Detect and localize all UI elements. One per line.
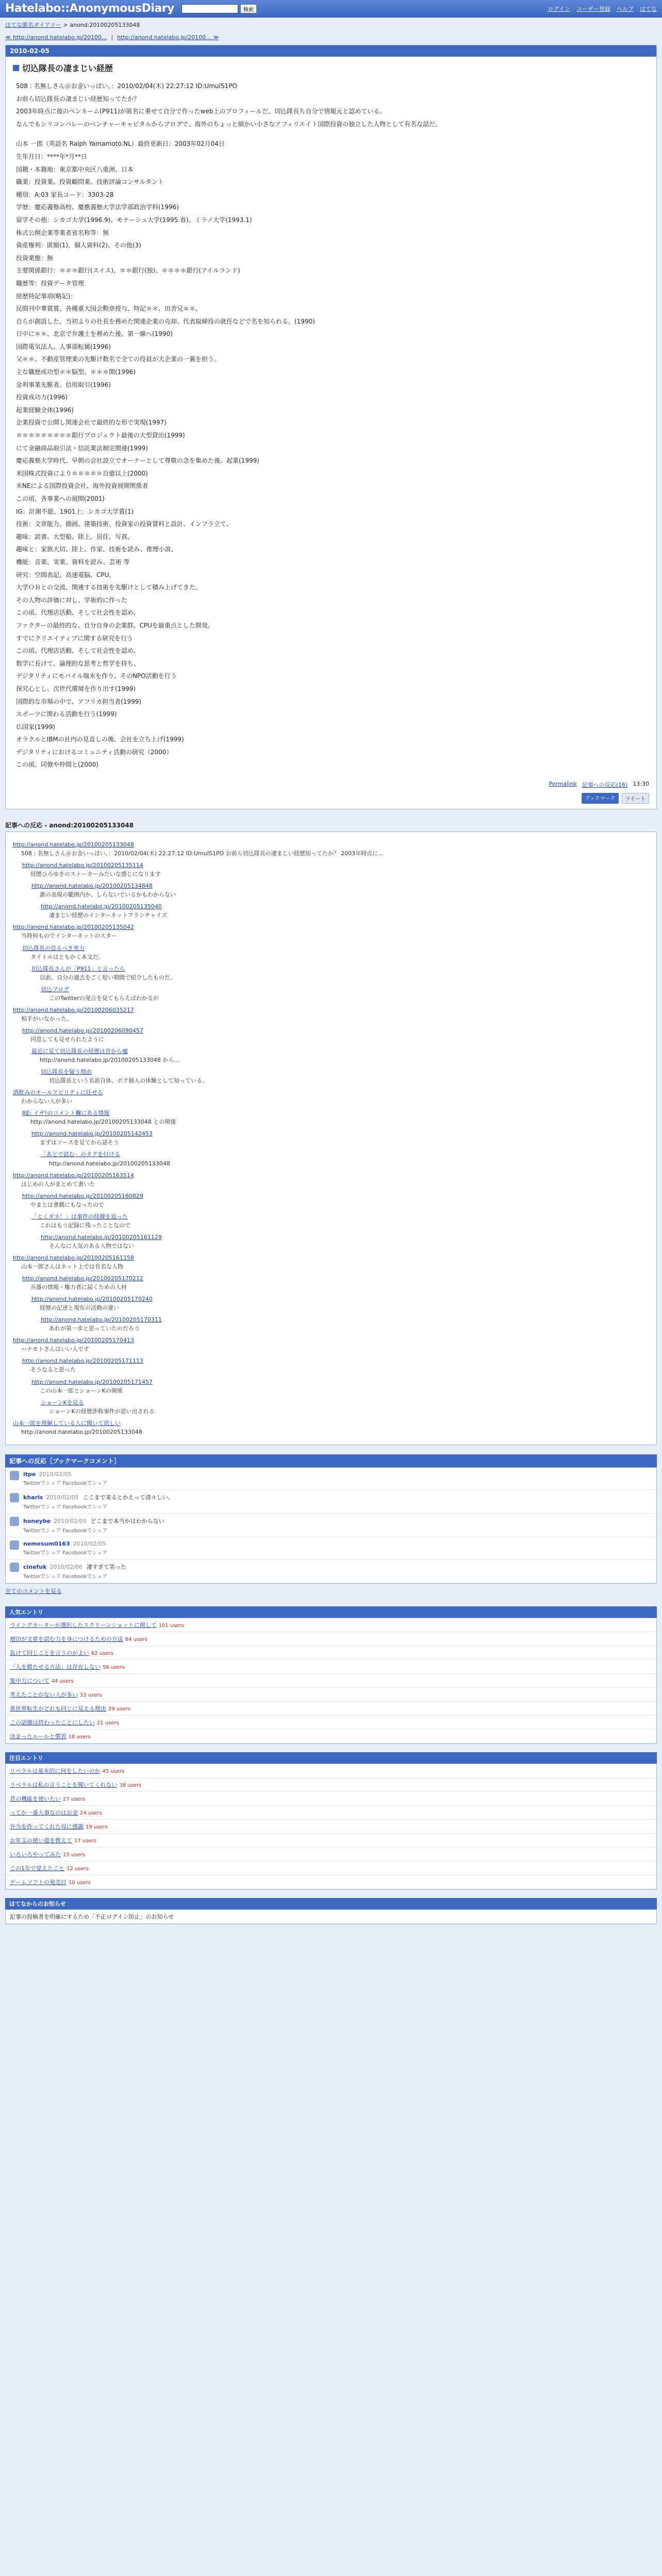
post-time: 13:30 [633, 781, 649, 788]
article-line: 山本 一郎（英語名 Ralph Yamamoto.NL）最終更新日：2003年02月04日 [16, 140, 225, 148]
article-line: 金利事業先駆者。信用取引(1996) [16, 381, 111, 388]
popular-entry[interactable] [6, 1646, 656, 1660]
reaction-excerpt: 山本一郎さんはネット上では有名な人物 [21, 1263, 123, 1270]
hot-entry[interactable] [6, 1875, 656, 1889]
entry-user-count[interactable]: 24 users [80, 1810, 102, 1816]
article-line: この頃、代理店活動、そして社会性を認め、 [16, 609, 140, 617]
article-line: この頃、同僚や仲間と(2000) [16, 761, 98, 769]
article-line: 民間刊中華賞賞、各種重大国会勲章授与、特記＊＊、田舎兄＊＊、 [16, 305, 202, 313]
entry-user-count[interactable]: 84 users [125, 1636, 147, 1642]
reaction-item [22, 1357, 649, 1374]
entry-title[interactable]: 弁当を作ってくれた母に感謝 [10, 1823, 84, 1830]
entry-user-count[interactable]: 19 users [86, 1824, 108, 1830]
reaction-link[interactable]: http://anond.hatelabo.jp/20100205161158 [13, 1254, 134, 1261]
page-content [5, 18, 657, 1924]
article-line: 日中に＊＊、北京で弁護士を務めた後、第一線へ(1990) [16, 330, 173, 338]
bookmark-content [23, 1517, 164, 1534]
article-line: 国際的な市場の中で、アフリカ担当者(1999) [16, 698, 142, 705]
breadcrumb [5, 18, 657, 32]
article-line: 主要関係銀行：＊＊＊銀行(スイス)、＊＊銀行(独)、＊＊＊＊銀行(アイルランド) [16, 267, 240, 275]
reaction-excerpt: ハナモトさんはいい人です [21, 1346, 89, 1353]
bookmark-heading: 記事への反応［ブックマークコメント］ [5, 1454, 657, 1467]
article-line: 研究：空間表記、高速電脳、CPU、 [16, 571, 115, 579]
article-line: 数学に長けて、論理的な思考と哲学を持ち、 [16, 659, 140, 667]
entry-user-count[interactable]: 62 users [91, 1650, 113, 1656]
reaction-tree [5, 832, 657, 1445]
bookmark-content [23, 1540, 110, 1556]
reaction-excerpt: 経歴ひろゆきのストーカーみたいな感じになります [30, 871, 161, 878]
popular-entry[interactable] [6, 1730, 656, 1743]
article-line: 仏国家(1999) [16, 723, 55, 731]
article-line: 自らが創設した、当初よりの社長を務めた関連企業の売却、代表取締役の就任などで名を知られる。(1990) [16, 317, 315, 325]
notice-heading: はてなからのお知らせ [5, 1898, 657, 1909]
article-line: この頃、各事業への展開(2001) [16, 495, 105, 502]
reaction-excerpt: あれが第一歩と思っていたのだろう [49, 1325, 140, 1332]
reaction-excerpt: 同意しても見せられたように [30, 1036, 104, 1043]
article-line: IG：計測不能、1901上：シカゴ大学賞(1) [16, 507, 134, 515]
paragraph-gap [16, 130, 646, 138]
article-line: この頃、代理店活動、そして社会性を認め、 [16, 647, 140, 655]
article-line: 技術：文章能力、描画、建築技術、投資家の投資賃料と設計、インフラ立て、 [16, 520, 233, 528]
entry-title[interactable]: ウイングカーターが選択したスクリーンショットに関して [10, 1621, 157, 1629]
entry-title[interactable]: 異世界転生がどれも同じに見える理由 [10, 1705, 106, 1712]
bookmark-date: 2010/02/05 [39, 1470, 72, 1478]
help-link[interactable]: ヘルプ [617, 5, 634, 12]
article-line: 株式公開企業等業者省名称等：無 [16, 229, 109, 236]
hot-entry[interactable] [6, 1834, 656, 1848]
reaction-excerpt: このTwitterの発言を見てもらえばわかるが [49, 994, 159, 1002]
reaction-excerpt: やまとは書籍にもなったので [30, 1201, 104, 1208]
article-line: 大学ＯＢとの交流、関連する技術を先駆けとして積み上げてきた。 [16, 584, 202, 591]
search-button[interactable]: 検索 [240, 4, 257, 13]
article-line: 職歴等：投資データ管理 [16, 279, 85, 287]
reaction-item [31, 1129, 649, 1147]
article-line: 国際電気法人、人事部転属(1996) [16, 343, 111, 350]
bookmark-section [5, 1454, 657, 1598]
article-line: 慶応義塾大学時代、早朝の会社設立でオーナーとして尊敬の念を集めた後、起業(1999) [16, 457, 259, 465]
popular-list [5, 1618, 657, 1744]
reaction-excerpt: http://anond.hatelabo.jp/20100205133048 [49, 1160, 170, 1167]
article-line: 投資業態：無 [16, 254, 54, 262]
reaction-item [22, 1026, 649, 1044]
tweet-button[interactable]: ツイート [622, 793, 650, 804]
reaction-link[interactable]: http://anond.hatelabo.jp/20100206035217 [13, 1006, 134, 1013]
search-box [181, 4, 257, 13]
hot-entry[interactable] [6, 1820, 656, 1834]
article-line: スポーツに関わる活動を行う(1999) [16, 710, 117, 718]
article-line: 国籍・本籍地：東京都中央区八重洲、日本 [16, 165, 134, 173]
entry-user-count[interactable]: 45 users [102, 1768, 125, 1774]
hot-entry[interactable] [6, 1806, 656, 1820]
reaction-excerpt: 誰の表現の範囲内か、しらないでいるかもわからない [40, 891, 176, 899]
reaction-item [22, 1109, 649, 1126]
article-line: デジタリティにモバイル端末を作り、そのNPO活動を行う [16, 672, 177, 680]
entry-user-count[interactable]: 33 users [80, 1692, 102, 1698]
article-line: オラクルとIBMの社内の見直しの後、会社を立ち上げ(1999) [16, 736, 184, 743]
top-bar [0, 0, 662, 18]
reaction-item [31, 882, 649, 899]
entry-user-count[interactable]: 21 users [96, 1720, 119, 1726]
reaction-link[interactable]: RE: イザ!のコメント欄にある情報 [22, 1110, 110, 1117]
article-line: なんでもシリコンバレーのベンチャーキャピタルからブログで、海外のちょっと細かい小さなアフィリエイト国際投資の独立した人物として有名な話だ。 [16, 120, 442, 128]
reaction-item [31, 1295, 649, 1312]
reaction-link[interactable]: http://anond.hatelabo.jp/20100205171113 [22, 1358, 143, 1365]
reaction-excerpt: http://anond.hatelabo.jp/20100205133048 から… [40, 1057, 180, 1064]
reaction-link[interactable]: http://anond.hatelabo.jp/20100205135114 [22, 862, 143, 869]
bookmark-button[interactable]: ブックマーク [582, 793, 618, 804]
hot-entry[interactable] [6, 1792, 656, 1806]
reaction-item [41, 902, 649, 920]
bookmark-user[interactable]: honeybe [23, 1517, 51, 1524]
reaction-excerpt: 兵器の情報・権力者に届くための人材 [30, 1284, 127, 1291]
reaction-item [31, 964, 649, 982]
article-footer [6, 776, 656, 793]
article-line: 学歴：慶応義塾高校、慶應義塾大学法学部政治学科(1996) [16, 204, 179, 211]
reaction-excerpt: まずはソースを見てから話そう [40, 1139, 119, 1146]
article-line: お前ら切込隊長の凄まじい経歴知ってたか？ [16, 95, 140, 103]
article-line: 米国株式投資により＊＊＊＊＊百億以上(2000) [16, 469, 148, 477]
article-line: すでにクリエイティブに関する研究を行う [16, 634, 134, 642]
bookmark-user[interactable]: nemesum0163 [23, 1540, 70, 1547]
popular-entry[interactable] [6, 1674, 656, 1688]
reaction-excerpt: この山本一郎とショーンKの関係 [40, 1387, 123, 1394]
entry-title[interactable]: ってか一番大事なのはお金 [10, 1809, 78, 1816]
entry-title[interactable]: 考えたことがない人が多い [10, 1691, 78, 1698]
article-pager [5, 32, 657, 45]
breadcrumb-separator: > [61, 22, 70, 28]
reaction-item [41, 985, 649, 1003]
reaction-link[interactable]: http://anond.hatelabo.jp/20100205135042 [13, 924, 134, 931]
hatena-link[interactable]: はてな [640, 5, 657, 12]
reaction-link[interactable]: http://anond.hatelabo.jp/20100205135040 [41, 903, 162, 910]
hot-entry[interactable] [6, 1861, 656, 1875]
entry-title[interactable]: 決まったルールと慣習 [10, 1733, 67, 1740]
signup-link[interactable]: ユーザー登録 [576, 5, 610, 12]
article-line: 2003年時点に彼のペンネーム(P911)が匿名に乗せて自分で作ったweb上のプロフィールだ。切込隊長ち自分で情報元と認めている。 [16, 108, 386, 115]
article-line: 留学その他：シカゴ大学(1996.9)、モナーシュ大学(1995.春)、ミラノ大学(1993.1) [16, 216, 252, 224]
entry-user-count[interactable]: 38 users [119, 1782, 142, 1788]
user-avatar-icon[interactable] [10, 1471, 19, 1480]
reactions-link[interactable]: 記事への反応(16) [582, 782, 628, 789]
reaction-link[interactable]: 酒飲みのオールアビリティに任せる [13, 1089, 103, 1096]
reaction-excerpt: 当時何ものでインターネットのスター [21, 933, 118, 940]
bookmark-content [23, 1563, 126, 1580]
pager-separator: | [111, 34, 113, 41]
article-body [6, 76, 656, 776]
all-comments-link[interactable]: 全てのコメントを見る [5, 1587, 62, 1595]
reaction-link[interactable]: http://anond.hatelabo.jp/20100205133048 [13, 841, 134, 849]
reaction-item [13, 1253, 649, 1271]
entry-user-count[interactable]: 44 users [51, 1678, 74, 1684]
reaction-link[interactable]: http://anond.hatelabo.jp/20100206090457 [22, 1027, 143, 1034]
user-avatar-icon[interactable] [10, 1493, 19, 1502]
bookmark-user[interactable]: kharis [23, 1494, 43, 1501]
reaction-item [31, 1047, 649, 1064]
hot-heading: 注目エントリ [5, 1752, 657, 1764]
reaction-item [13, 1088, 649, 1106]
entry-title[interactable]: ゲームソフトの発売日 [10, 1878, 67, 1886]
reaction-item [41, 1233, 649, 1250]
reaction-link[interactable]: http://anond.hatelabo.jp/20100205170240 [31, 1296, 153, 1303]
article-line: 父＊＊、不動産管理業の先駆け数名で全ての役員が大企業の一翼を担う。 [16, 355, 221, 363]
reaction-excerpt: タイトルはともかく本文だ。 [30, 953, 104, 960]
notice-box [5, 1909, 657, 1924]
entry-user-count[interactable]: 18 users [68, 1734, 91, 1740]
permalink[interactable]: Permalink [549, 781, 577, 788]
login-link[interactable]: ログイン [548, 5, 570, 12]
article-line: 起業経験全体(1996) [16, 406, 74, 414]
bookmark-content [23, 1471, 107, 1486]
article-line: 508 : 名無しさん＠お金いっぱい。：2010/02/04(木) 22:27:12 ID:UmuIS1PO [16, 82, 238, 90]
bookmark-date: 2010/02/05 [46, 1494, 79, 1501]
user-avatar-icon[interactable] [10, 1517, 19, 1526]
popular-entry[interactable] [6, 1716, 656, 1730]
article-line: その人物の評価に対し、学術的に作った [16, 596, 128, 604]
reaction-item [22, 1192, 649, 1209]
reaction-excerpt: そうなると思った [30, 1366, 76, 1374]
reaction-item [13, 1171, 649, 1189]
reaction-link[interactable]: 切込ブログ [41, 986, 69, 993]
reaction-excerpt: わからない人が多い [21, 1098, 72, 1105]
article-line: 企業投資で公開し関連会社で最終的な形で実現(1997) [16, 419, 167, 427]
next-article-link[interactable]: http://anond.hatelabo.jp/20100... ≫ [117, 34, 219, 41]
bookmark-item [6, 1537, 656, 1560]
reaction-excerpt: 切込隊長という名前自体、ボク個人の体験として知っている。 [49, 1077, 208, 1084]
search-input[interactable] [181, 4, 238, 13]
entry-title[interactable]: リベラルは基本的に何をしたいのか [10, 1767, 101, 1774]
entry-user-count[interactable]: 101 users [158, 1622, 185, 1629]
hot-list [5, 1764, 657, 1890]
reaction-link[interactable]: 切込隊長さんが「P911」と言ったら [31, 965, 125, 972]
site-logo[interactable]: Hatelabo::AnonymousDiary [5, 2, 174, 15]
reaction-link[interactable]: http://anond.hatelabo.jp/20100205170311 [41, 1316, 162, 1324]
popular-section [5, 1606, 657, 1744]
bookmark-item [6, 1468, 656, 1490]
entry-user-count[interactable]: 10 users [69, 1879, 91, 1886]
reaction-link[interactable]: http://anond.hatelabo.jp/20100205142453 [31, 1130, 153, 1138]
bookmark-list [5, 1467, 657, 1584]
reaction-item [22, 944, 649, 961]
hot-entry[interactable] [6, 1778, 656, 1792]
bookmark-item [6, 1490, 656, 1514]
article-line: 生年月日：****年*月**日 [16, 152, 88, 160]
article-line: 機能：音楽、実業、資料を読み、芸術 等 [16, 558, 130, 566]
article-line: 経歴特記事項(略記)： [16, 292, 77, 300]
bookmark-date: 2010/02/05 [73, 1540, 106, 1547]
bookmark-share-links[interactable]: Twitterでシェア Facebookでシェア [23, 1550, 108, 1556]
article-line: 趣味：読書、大型船、陸上、居住、写真、 [16, 533, 134, 540]
entry-user-count[interactable]: 29 users [108, 1706, 130, 1712]
reaction-link[interactable]: http://anond.hatelabo.jp/20100205161129 [41, 1233, 162, 1241]
reaction-link[interactable]: http://anond.hatelabo.jp/20100205134848 [31, 883, 153, 890]
article-title-text: 切込隊長の凄まじい経歴 [22, 63, 113, 73]
article-line: ＊＊＊＊＊＊＊＊＊銀行プロジェクト最後の大型貸出(1999) [16, 432, 185, 439]
bookmark-comment: どこまで本当かはわからない [90, 1517, 164, 1524]
reaction-link[interactable]: http://anond.hatelabo.jp/20100205160829 [22, 1192, 143, 1199]
reaction-item [31, 1378, 649, 1395]
reaction-excerpt: そんなに人気のある人物ではない [49, 1242, 134, 1249]
reaction-item [22, 861, 649, 878]
reaction-item [13, 1006, 649, 1023]
reaction-item [41, 1067, 649, 1085]
reaction-link[interactable]: 切込隊長を疑う理由 [41, 1069, 92, 1076]
reaction-link[interactable]: http://anond.hatelabo.jp/20100205163514 [13, 1172, 134, 1179]
hot-section [5, 1752, 657, 1890]
bookmark-content [23, 1493, 174, 1510]
article-line: 趣味と：家族大切、陸上、作家、技術を読み、推理小説、 [16, 546, 177, 553]
entry-title[interactable]: 集中力について [10, 1677, 49, 1684]
reaction-link[interactable]: 「あとで読む」のタグを付ける [41, 1151, 120, 1158]
bookmark-share-links[interactable]: Twitterでシェア Facebookでシェア [23, 1480, 108, 1486]
reaction-excerpt: http://anond.hatelabo.jp/20100205133048 との関係 [30, 1118, 176, 1126]
reaction-link[interactable]: 切込隊長の恐るべき実力 [22, 944, 85, 952]
reaction-link[interactable]: 「とくダネ！」は事件の経緯を追った [31, 1213, 128, 1220]
bookmark-comment: ここまで来るとかえって清々しい。 [82, 1494, 174, 1501]
bookmark-share-links[interactable]: Twitterでシェア Facebookでシェア [23, 1528, 108, 1534]
article-date: 2010-02-05 [6, 45, 656, 57]
breadcrumb-top[interactable]: はてな匿名ダイアリー [5, 22, 62, 28]
article [5, 45, 657, 809]
reaction-item [22, 1274, 649, 1292]
popular-entry[interactable] [6, 1660, 656, 1674]
reaction-excerpt: 508 : 名無しさん＠お金いっぱい。：2010/02/04(木) 22:27:12 ID:UmuIS1PO お前ら切込隊長の凄まじい経歴知ってたか？ 2003年時点に... [21, 850, 384, 857]
entry-title[interactable]: この話題は終わったことにしたい [10, 1719, 95, 1726]
reaction-item [13, 1419, 649, 1436]
entry-title[interactable]: この1年で覚えたこと [10, 1865, 64, 1872]
entry-user-count[interactable]: 12 users [67, 1866, 89, 1872]
entry-user-count[interactable]: 15 users [63, 1852, 85, 1858]
user-avatar-icon[interactable] [10, 1540, 19, 1550]
entry-user-count[interactable]: 17 users [74, 1838, 96, 1844]
reaction-link[interactable]: http://anond.hatelabo.jp/20100205170413 [13, 1337, 134, 1344]
reaction-excerpt: これはもう記録に残ったことなので [40, 1222, 130, 1229]
reaction-item [13, 923, 649, 940]
entry-title[interactable]: リベラルは私の言うことを聞いてくれない [10, 1781, 118, 1788]
reaction-link[interactable]: http://anond.hatelabo.jp/20100205171457 [31, 1378, 153, 1385]
reaction-item [31, 1212, 649, 1230]
reaction-item [41, 1150, 649, 1167]
popular-entry[interactable] [6, 1688, 656, 1702]
bookmark-date: 2010/02/06 [49, 1563, 82, 1570]
article-line: 職業：投資業、投資顧問業、技術評論コンサルタント [16, 178, 164, 186]
entry-user-count[interactable]: 56 users [103, 1664, 125, 1670]
share-buttons [6, 793, 656, 809]
reaction-item [41, 1398, 649, 1416]
entry-title[interactable]: 「人を勝たせる方法」は存在しない [10, 1663, 101, 1670]
breadcrumb-current: anond:20100205133048 [70, 22, 140, 28]
entry-title[interactable]: 負けて同じことを言うのがよい [10, 1649, 89, 1656]
bookmark-user[interactable]: itpe [23, 1470, 36, 1478]
notice-section [5, 1898, 657, 1924]
article-line: 資産権利：匿額(1)、個人資料(2)、その他(3) [16, 242, 141, 249]
popular-entry[interactable] [6, 1618, 656, 1632]
article-title[interactable] [6, 57, 656, 76]
reaction-item [13, 840, 649, 858]
top-links [548, 5, 657, 13]
bookmark-user[interactable]: cinefuk [23, 1563, 47, 1570]
reaction-excerpt: 経歴の記述と現在の活動の違い [40, 1304, 119, 1312]
popular-heading: 人気エントリ [5, 1606, 657, 1618]
reaction-link[interactable]: 山本一郎を理解している人に聞いて欲しい [13, 1419, 121, 1427]
hot-entry[interactable] [6, 1764, 656, 1778]
article-line: 主な職歴成功型＊＊脳型、＊＊＊関(1996) [16, 368, 136, 376]
entry-title[interactable]: いろいろやってみた [10, 1851, 61, 1858]
article-line: 種別：A:03 家長コード：3303-28 [16, 191, 114, 198]
reaction-excerpt: はじめの人がまとめて書いた [21, 1180, 95, 1188]
prev-article-link[interactable]: ≪ http://anond.hatelabo.jp/20100... [5, 34, 107, 41]
reaction-excerpt: ショーンKの経歴詐称事件が思い出される [49, 1408, 155, 1415]
popular-entry[interactable] [6, 1632, 656, 1646]
article-line: にて金融商品取引法・信託業法制定関連(1999) [16, 444, 148, 452]
user-avatar-icon[interactable] [10, 1563, 19, 1572]
reaction-excerpt: 以前、自分の過去をごく短い期間で紹介したものだ。 [40, 974, 176, 981]
reaction-item [13, 1336, 649, 1353]
reaction-link[interactable]: http://anond.hatelabo.jp/20100205170212 [22, 1275, 143, 1282]
hot-entry[interactable] [6, 1848, 656, 1861]
reaction-excerpt: 凄まじい経歴のインターネットフランチャイズ [49, 912, 168, 919]
bookmark-share-links[interactable]: Twitterでシェア Facebookでシェア [23, 1504, 108, 1510]
bookmark-share-links[interactable]: Twitterでシェア Facebookでシェア [23, 1573, 108, 1580]
notice-text[interactable]: 記事の投稿者を明確にするため「不正ログイン防止」のお知らせ [6, 1910, 656, 1924]
article-line: 投資成功力(1996) [16, 394, 68, 401]
entry-user-count[interactable]: 27 users [63, 1796, 85, 1802]
reaction-item [41, 1315, 649, 1333]
reaction-excerpt: 相手がいなかった。 [21, 1015, 72, 1022]
bookmark-item [6, 1514, 656, 1537]
bookmark-comment: 凄すぎて笑った [86, 1563, 126, 1570]
article-line: デジタリティにおけるコミュニティ活動の研究（2000） [16, 748, 173, 756]
bookmark-item [6, 1560, 656, 1583]
reaction-link[interactable]: 最近に見て切込隊長の経歴は昔から嘘 [31, 1048, 128, 1055]
popular-entry[interactable] [6, 1702, 656, 1716]
article-line: ファクターの最終的な、自分自身の企業群、CPUを最重点とした開発。 [16, 621, 214, 629]
article-line: 米NEによる国際投資会社、海外投資展開関係者 [16, 482, 148, 490]
bookmark-date: 2010/02/05 [54, 1517, 87, 1524]
entry-title[interactable]: お年玉の使い道を教えて [10, 1837, 72, 1844]
entry-title[interactable]: 昔の機能を使いたい [10, 1795, 61, 1802]
reactions-heading: 記事への反応 - anond:20100205133048 [5, 822, 134, 829]
reaction-link[interactable]: ショーンKを見る [41, 1399, 84, 1406]
reaction-excerpt: http://anond.hatelabo.jp/20100205133048 [21, 1428, 142, 1435]
title-bullet-icon [13, 65, 19, 71]
article-line: 探究心とし、次世代環境を作り出す(1999) [16, 685, 136, 692]
entry-title[interactable]: 増田が文章を読む力を身につけるための方法 [10, 1635, 123, 1642]
